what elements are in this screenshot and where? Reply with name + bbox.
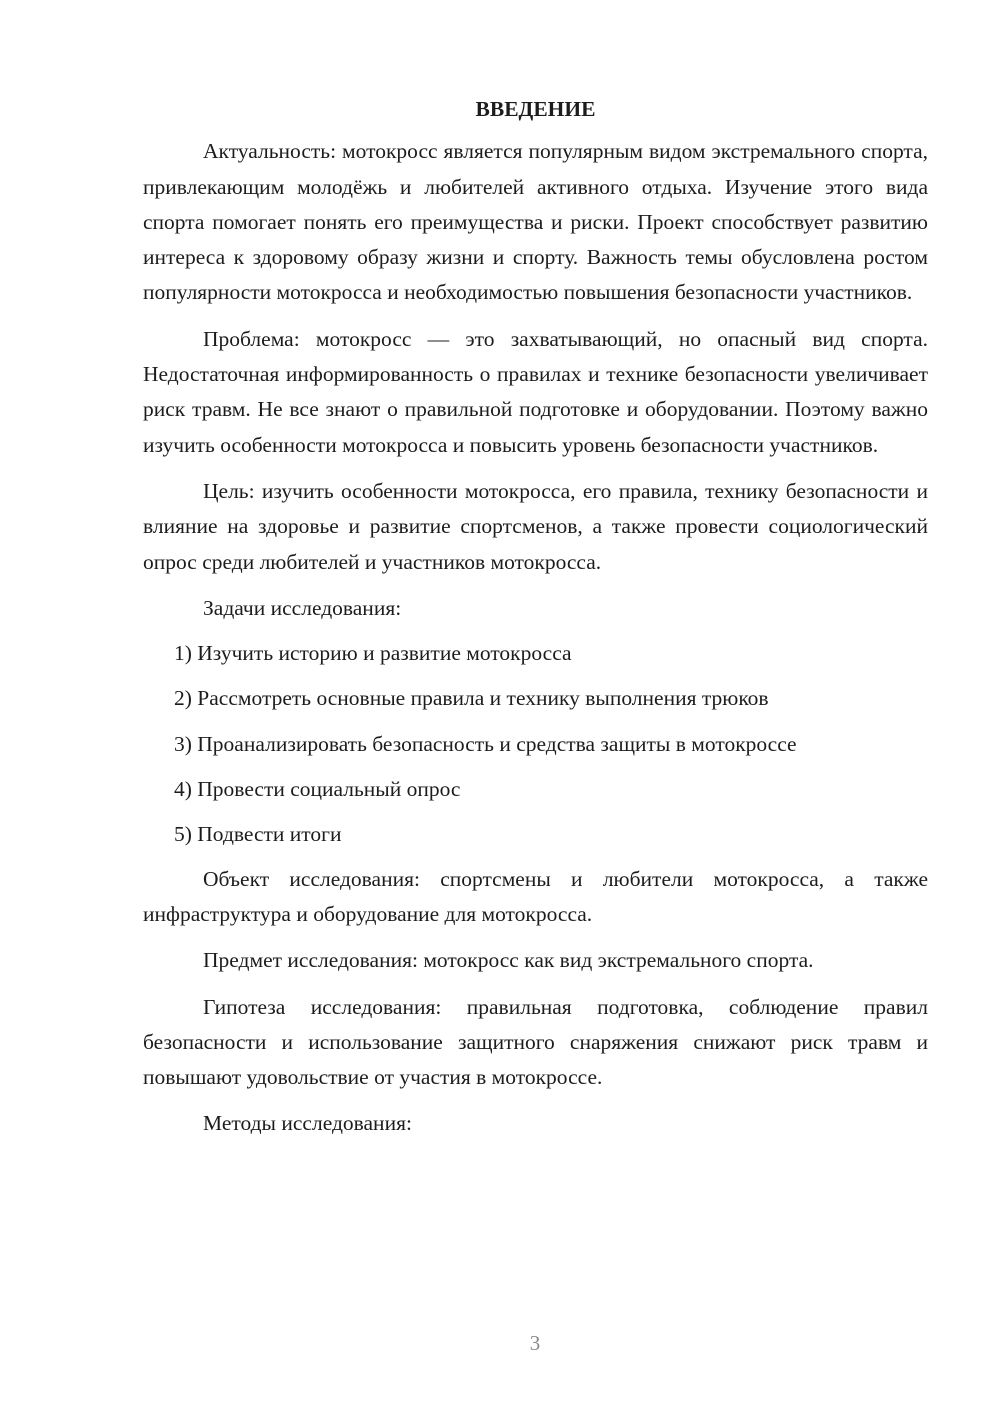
paragraph-object: Объект исследования: спортсмены и любители мотокросса, а также инфраструктура и оборудование для мотокросса. bbox=[143, 866, 928, 926]
paragraph-goal: Цель: изучить особенности мотокросса, его правила, технику безопасности и влияние на здоровье и развитие спортсменов, а также провести социологический опрос среди любителей и участников мотокросса. bbox=[143, 478, 928, 574]
paragraph-problem: Проблема: мотокросс — это захватывающий, но опасный вид спорта. Недостаточная информированность о правилах и технике безопасности увеличивает риск травм. Не все знают о правильной подготовке и оборудовании. Поэтому важно изучить особенности мотокросса и повысить уровень безопасности участников. bbox=[143, 326, 928, 457]
task-list bbox=[143, 636, 928, 852]
tasks-heading: Задачи исследования: bbox=[203, 595, 402, 620]
task-item: 5) Подвести итоги bbox=[174, 822, 342, 847]
task-item: 2) Рассмотреть основные правила и технику выполнения трюков bbox=[174, 686, 769, 711]
page-number: 3 bbox=[529, 1331, 541, 1355]
task-item: 3) Проанализировать безопасность и средства защиты в мотокроссе bbox=[174, 731, 797, 756]
methods-heading: Методы исследования: bbox=[203, 1111, 412, 1136]
paragraph-relevance: Актуальность: мотокросс является популярным видом экстремального спорта, привлекающим молодёжь и любителей активного отдыха. Изучение этого вида спорта помогает понять его преимущества и риски. Проект способствует развитию интереса к здоровому образу жизни и спорту. Важность темы обусловлена ростом популярности мотокросса и необходимостью повышения безопасности участников. bbox=[143, 139, 928, 305]
task-item: 1) Изучить историю и развитие мотокросса bbox=[174, 641, 572, 666]
document-page bbox=[143, 92, 928, 1142]
paragraph-subject: Предмет исследования: мотокросс как вид экстремального спорта. bbox=[203, 948, 814, 973]
section-title: ВВЕДЕНИЕ bbox=[475, 97, 596, 121]
paragraph-hypothesis: Гипотеза исследования: правильная подготовка, соблюдение правил безопасности и использование защитного снаряжения снижают риск травм и повышают удовольствие от участия в мотокроссе. bbox=[143, 994, 928, 1090]
task-item: 4) Провести социальный опрос bbox=[174, 777, 461, 802]
